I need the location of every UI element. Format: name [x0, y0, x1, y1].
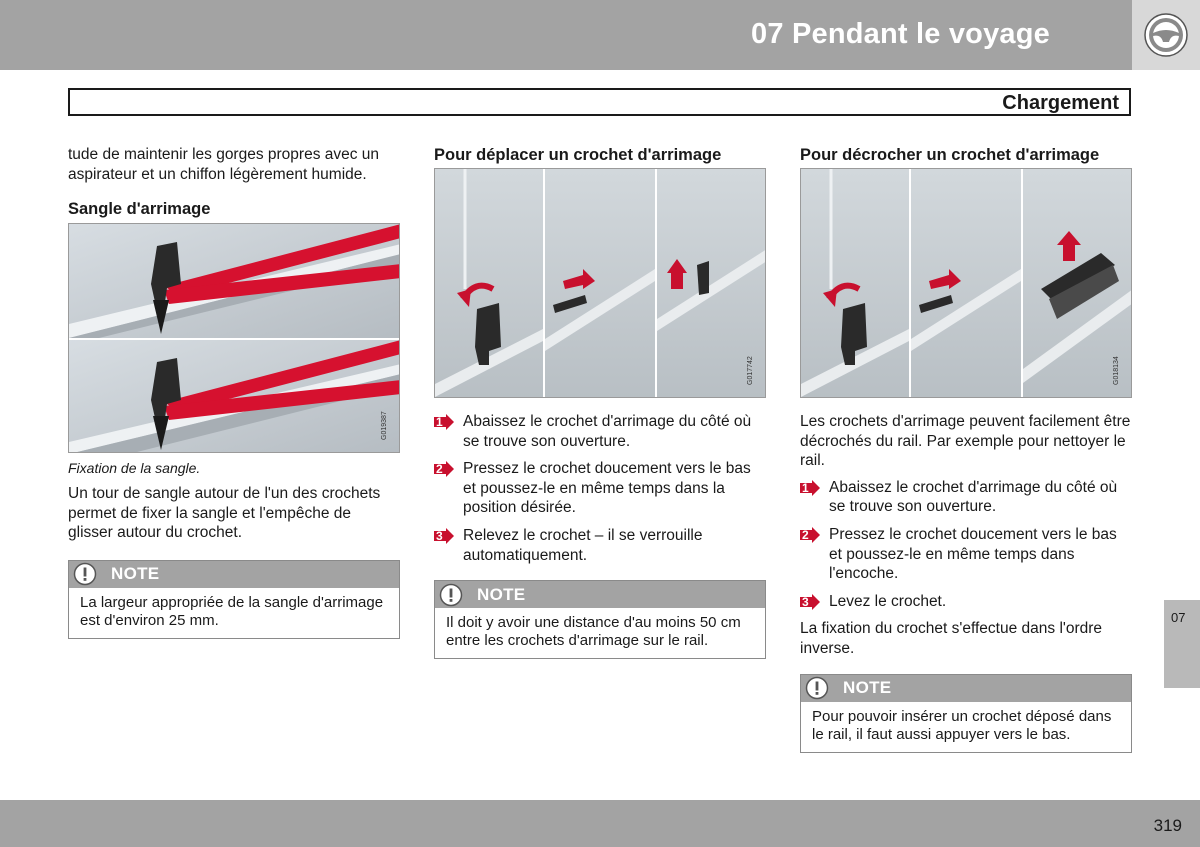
section-bar — [68, 88, 1131, 116]
info-icon — [73, 562, 97, 586]
info-icon — [439, 583, 463, 607]
step-item — [434, 526, 766, 565]
strap-figure — [68, 223, 400, 453]
chapter-header — [0, 0, 1132, 70]
note-header — [69, 561, 399, 588]
step-number: 2 — [436, 462, 443, 477]
move-hook-figure — [434, 168, 766, 398]
step-number: 1 — [802, 480, 809, 495]
note-text: Il doit y avoir une distance d'au moins 50 cm entre les crochets d'arrimage sur le rail. — [446, 614, 741, 650]
note-box — [68, 560, 400, 639]
figure-code: G019387 — [381, 411, 388, 441]
note-label: NOTE — [843, 678, 892, 698]
figure-code: G018134 — [1113, 356, 1120, 385]
col1-body: Un tour de sangle autour de l'un des crochets permet de fixer la sangle et l'empêche de glisser autour du crochet. — [68, 485, 381, 542]
note-text: Pour pouvoir insérer un crochet déposé dans le rail, il faut aussi appuyer vers le bas. — [812, 707, 1112, 743]
step-number: 1 — [436, 415, 443, 429]
info-icon — [805, 676, 829, 700]
note-box — [434, 580, 766, 659]
figure-code: G017742 — [747, 356, 754, 385]
step-text: Relevez le crochet – il se verrouille automatiquement. — [463, 526, 703, 564]
unhook-illustration — [801, 169, 1132, 398]
step-arrow-icon — [434, 528, 454, 544]
col3-heading: Pour décrocher un crochet d'arrimage — [800, 146, 1100, 164]
step-arrow-icon — [434, 414, 454, 430]
column-1 — [68, 145, 400, 639]
col2-heading: Pour déplacer un crochet d'arrimage — [434, 146, 722, 164]
col1-intro: tude de maintenir les gorges propres avec un aspirateur et un chiffon légèrement humide. — [68, 146, 380, 183]
col3-intro: Les crochets d'arrimage peuvent facilement être décrochés du rail. Par exemple pour nettoyer le rail. — [800, 413, 1131, 470]
chapter-icon-box — [1132, 0, 1200, 70]
note-label: NOTE — [111, 564, 160, 584]
step-text: Pressez le crochet doucement vers le bas et poussez-le en même temps dans la position désirée. — [463, 460, 751, 517]
figure-caption: Fixation de la sangle. — [68, 460, 201, 477]
column-3 — [800, 145, 1132, 753]
step-text: Abaissez le crochet d'arrimage du côté où se trouve son ouverture. — [463, 413, 752, 450]
col3-outro: La fixation du crochet s'effectue dans l'ordre inverse. — [800, 620, 1103, 657]
step-text: Abaissez le crochet d'arrimage du côté où se trouve son ouverture. — [829, 478, 1118, 516]
note-label: NOTE — [477, 584, 526, 604]
step-item — [800, 592, 1132, 612]
strap-illustration — [69, 224, 400, 453]
note-text: La largeur appropriée de la sangle d'arrimage est d'environ 25 mm. — [80, 593, 384, 629]
step-arrow-icon — [800, 480, 820, 496]
side-tab-label: 07 — [1171, 610, 1186, 625]
step-arrow-icon — [434, 461, 454, 477]
step-number: 3 — [802, 594, 809, 609]
move-steps — [434, 412, 766, 565]
section-title: Chargement — [1002, 92, 1119, 114]
step-item — [434, 412, 766, 451]
unhook-steps — [800, 478, 1132, 612]
move-hook-illustration — [435, 169, 766, 398]
step-arrow-icon — [800, 527, 820, 543]
note-box — [800, 674, 1132, 753]
step-arrow-icon — [800, 594, 820, 610]
unhook-figure — [800, 168, 1132, 398]
col1-heading: Sangle d'arrimage — [68, 200, 211, 219]
step-number: 3 — [436, 528, 443, 543]
step-text: Levez le crochet. — [829, 592, 947, 610]
step-item — [800, 525, 1132, 584]
column-2 — [434, 145, 766, 659]
steering-wheel-icon — [1143, 12, 1189, 58]
step-text: Pressez le crochet doucement vers le bas et poussez-le en même temps dans l'encoche. — [829, 525, 1117, 583]
note-header — [801, 675, 1131, 702]
note-header — [435, 581, 765, 608]
page-footer — [0, 800, 1200, 847]
step-item — [800, 478, 1132, 517]
chapter-title: 07 Pendant le voyage — [751, 18, 1050, 50]
step-item — [434, 459, 766, 518]
chapter-side-tab[interactable] — [1164, 600, 1200, 688]
step-number: 2 — [802, 527, 809, 542]
page-number: 319 — [1153, 816, 1182, 835]
